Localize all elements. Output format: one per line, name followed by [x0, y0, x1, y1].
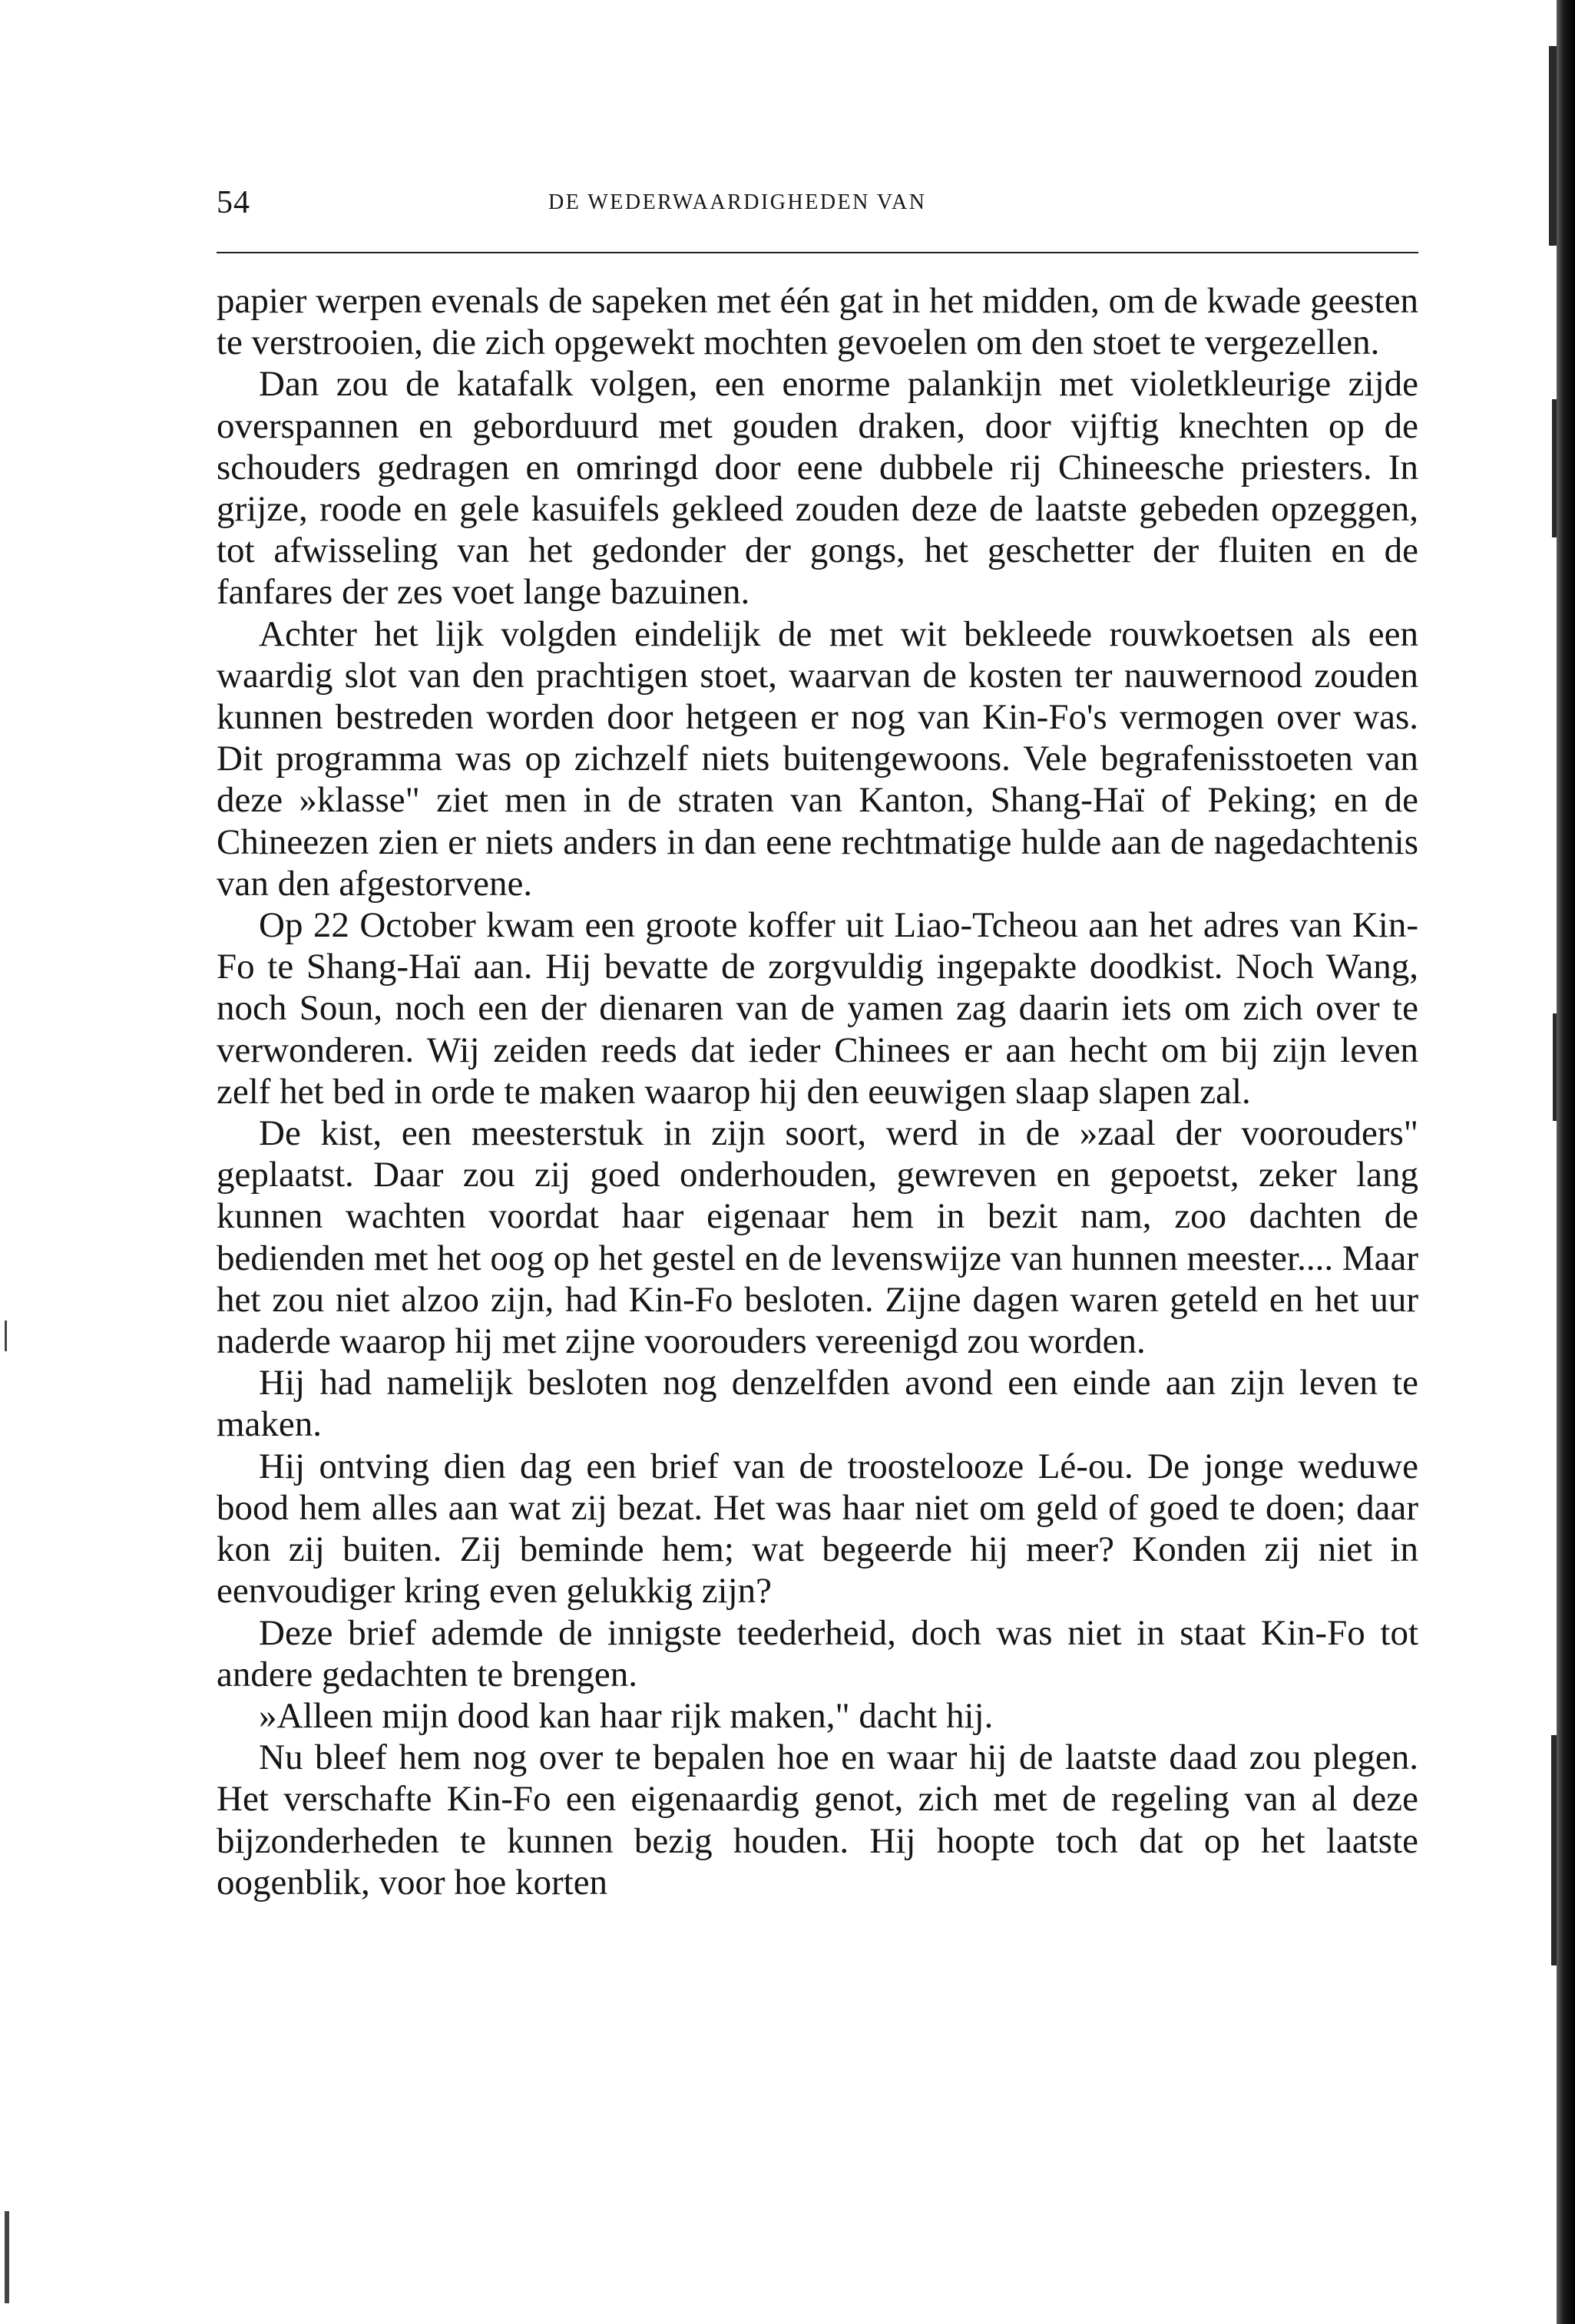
header-rule — [217, 252, 1418, 253]
paragraph: Nu bleef hem nog over te bepalen hoe en waar hij de laatste daad zou plegen. Het verschafte Kin-Fo een eigenaardig genot, zich met de regeling van al deze bijzonderheden te kunnen bezig houden. Hij hoopte toch dat op het laatste oogenblik, voor hoe korten — [217, 1737, 1418, 1903]
scan-artifact — [1549, 46, 1557, 246]
page-header — [217, 184, 1418, 230]
scan-artifact — [5, 1321, 7, 1351]
paragraph: Achter het lijk volgden eindelijk de met wit bekleede rouwkoetsen als een waardig slot van den prachtigen stoet, waarvan de kosten ter nauwernood zouden kunnen bestreden worden door hetgeen er nog van Kin-Fo's vermogen over was. Dit programma was op zichzelf niets buitengewoons. Vele begrafenisstoeten van deze »klasse" ziet men in de straten van Kanton, Shang-Haï of Peking; en de Chineezen zien er niets anders in dan eene rechtmatige hulde aan de nagedachtenis van den afgestorvene. — [217, 613, 1418, 904]
scan-artifact — [1553, 1013, 1557, 1121]
page-number: 54 — [217, 185, 250, 220]
scan-artifact — [1552, 399, 1557, 537]
paragraph: De kist, een meesterstuk in zijn soort, werd in de »zaal der voorouders" geplaatst. Daar zou zij goed onderhouden, gewreven en gepoetst, zeker lang kunnen wachten voordat haar eigenaar hem in bezit nam, zoo dachten de bedienden met het oog op het gestel en de levenswijze van hunnen meester.... Maar het zou niet alzoo zijn, had Kin-Fo besloten. Zijne dagen waren geteld en het uur naderde waarop hij met zijne voorouders vereenigd zou worden. — [217, 1113, 1418, 1362]
running-title: DE WEDERWAARDIGHEDEN VAN — [548, 190, 927, 214]
paragraph: Dan zou de katafalk volgen, een enorme palankijn met violetkleurige zijde overspannen en geborduurd met gouden draken, door vijftig knechten op de schouders gedragen en omringd door eene dubbele rij Chineesche priesters. In grijze, roode en gele kasuifels gekleed zouden deze de laatste gebeden opzeggen, tot afwisseling van het gedonder der gongs, het geschetter der fluiten en de fanfares der zes voet lange bazuinen. — [217, 364, 1418, 613]
paragraph: Deze brief ademde de innigste teederheid, doch was niet in staat Kin-Fo tot andere gedachten te brengen. — [217, 1612, 1418, 1694]
body-text — [217, 280, 1418, 1903]
paragraph: »Alleen mijn dood kan haar rijk maken," dacht hij. — [259, 1695, 994, 1736]
paragraph: Hij had namelijk besloten nog denzelfden avond een einde aan zijn leven te maken. — [217, 1363, 1418, 1445]
paragraph: Op 22 October kwam een groote koffer uit Liao-Tcheou aan het adres van Kin-Fo te Shang-Haï aan. Hij bevatte de zorgvuldig ingepakte doodkist. Noch Wang, noch Soun, noch een der dienaren van de yamen zag daarin iets om zich over te verwonderen. Wij zeiden reeds dat ieder Chinees er aan hecht om bij zijn leven zelf het bed in orde te maken waarop hij den eeuwigen slaap slapen zal. — [217, 905, 1418, 1112]
scan-border-right — [1557, 0, 1575, 2324]
paragraph: papier werpen evenals de sapeken met één gat in het midden, om de kwade geesten te verstrooien, die zich opgewekt mochten gevoelen om den stoet te vergezellen. — [217, 281, 1418, 363]
scan-artifact — [5, 2211, 9, 2303]
paragraph: Hij ontving dien dag een brief van de troostelooze Lé-ou. De jonge weduwe bood hem alles aan wat zij bezat. Het was haar niet om geld of goed te doen; daar kon zij buiten. Zij beminde hem; wat begeerde hij meer? Konden zij niet in eenvoudiger kring even gelukkig zijn? — [217, 1446, 1418, 1612]
scan-artifact — [1551, 1735, 1557, 1965]
